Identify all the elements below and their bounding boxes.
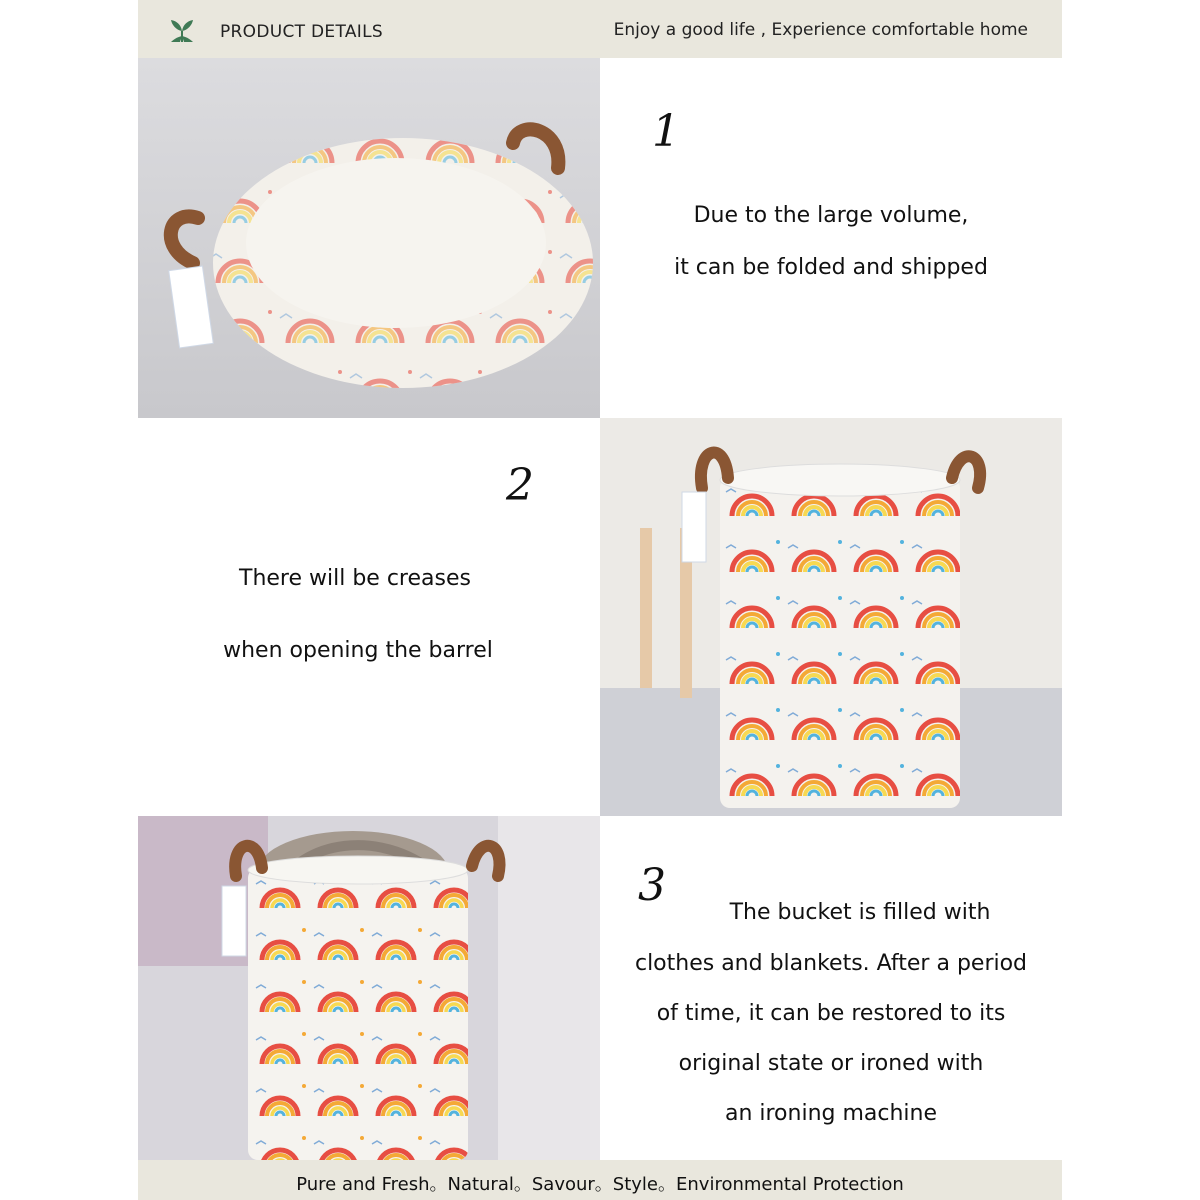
step-3-line-4: original state or ironed with [678,1051,984,1076]
step-2-line-2: when opening the barrel [223,638,493,663]
step-3-number: 3 [638,860,666,911]
opened-basket-photo [600,418,1062,816]
leaf-sprout-icon [166,18,198,44]
header-slogan: Enjoy a good life , Experience comfortable home [613,20,1028,40]
footer-tagline: Pure and Fresh。Natural。Savour。Style。Environmental Protection [296,1174,904,1195]
step-3-line-5: an ironing machine [724,1101,938,1126]
step-3-line-2: clothes and blankets. After a period [634,951,1028,976]
step-3-line-1: The bucket is filled with [729,900,991,925]
footer-band [138,1160,1062,1200]
header-band [138,0,1062,58]
header-title: PRODUCT DETAILS [220,22,383,42]
step-1-line-1: Due to the large volume, [693,203,969,228]
step-3-line-3: of time, it can be restored to its [656,1001,1006,1026]
step-2-number: 2 [506,460,534,511]
filled-basket-photo [138,816,600,1160]
product-details-page [138,0,1062,1200]
step-1-line-2: it can be folded and shipped [674,255,988,280]
step-1-number: 1 [652,106,680,157]
step-2-line-1: There will be creases [239,566,471,591]
folded-basket-photo [138,58,600,418]
